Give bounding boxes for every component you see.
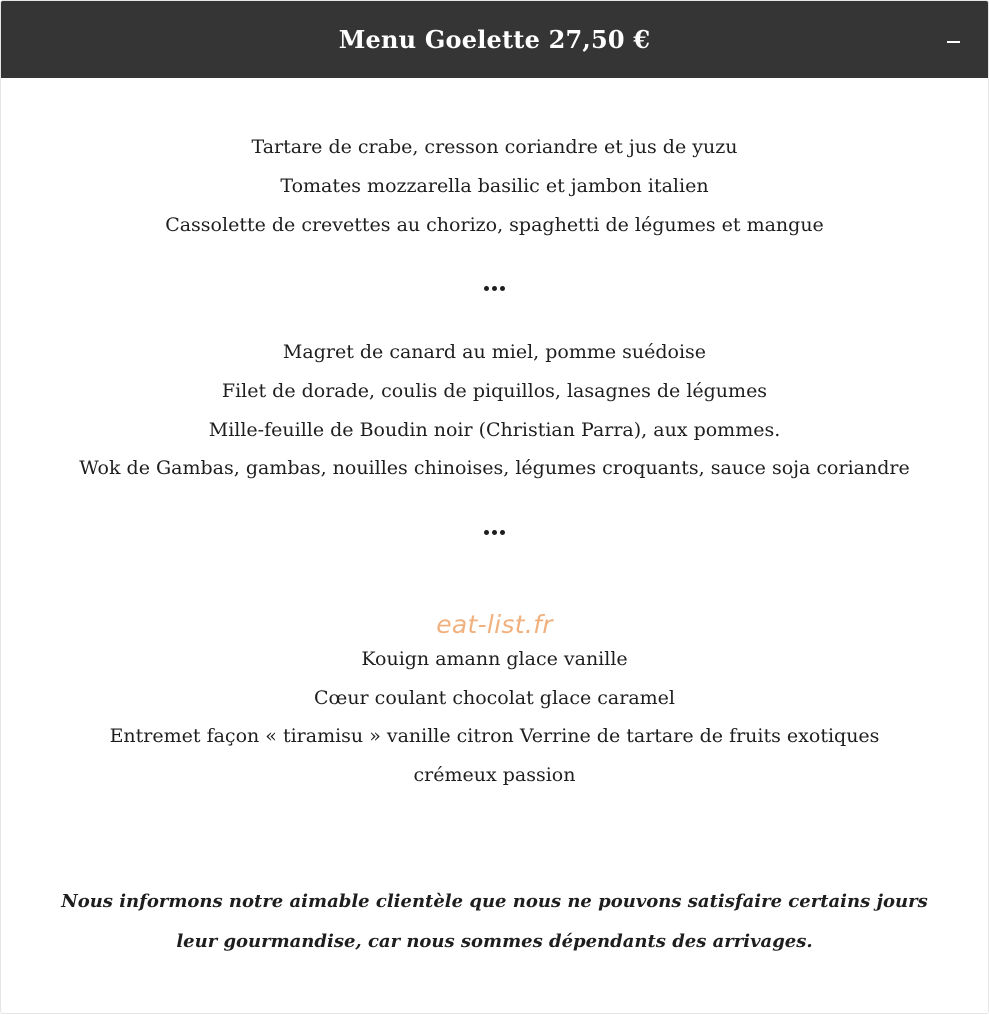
availability-note: Nous informons notre aimable clientèle que nous ne pouvons satisfaire certains jours bbox=[61, 891, 928, 912]
menu-item: Cassolette de crevettes au chorizo, spaghetti de légumes et mangue bbox=[165, 214, 824, 236]
menu-item: Tartare de crabe, cresson coriandre et jus de yuzu bbox=[251, 136, 738, 158]
ellipsis-icon bbox=[1, 522, 988, 542]
menu-title: Menu Goelette 27,50 € bbox=[338, 25, 651, 54]
collapse-toggle-button[interactable] bbox=[946, 28, 962, 52]
menu-item: Filet de dorade, coulis de piquillos, lasagnes de légumes bbox=[221, 380, 768, 402]
menu-item: Mille-feuille de Boudin noir (Christian Parra), aux pommes. bbox=[208, 419, 781, 441]
menu-item: crémeux passion bbox=[413, 764, 576, 786]
watermark: eat-list.fr bbox=[436, 610, 553, 639]
menu-item: Cœur coulant chocolat glace caramel bbox=[314, 687, 675, 709]
menu-item: Kouign amann glace vanille bbox=[361, 648, 628, 670]
menu-header[interactable] bbox=[1, 1, 988, 78]
ellipsis-icon bbox=[1, 278, 988, 298]
menu-item: Wok de Gambas, gambas, nouilles chinoises, légumes croquants, sauce soja coriandre bbox=[79, 457, 910, 479]
availability-note: leur gourmandise, car nous sommes dépendants des arrivages. bbox=[176, 931, 813, 952]
menu-item: Magret de canard au miel, pomme suédoise bbox=[282, 341, 707, 363]
menu-item: Entremet façon « tiramisu » vanille citron Verrine de tartare de fruits exotiques bbox=[109, 725, 880, 747]
menu-item: Tomates mozzarella basilic et jambon italien bbox=[280, 175, 709, 197]
minus-icon bbox=[947, 41, 960, 43]
